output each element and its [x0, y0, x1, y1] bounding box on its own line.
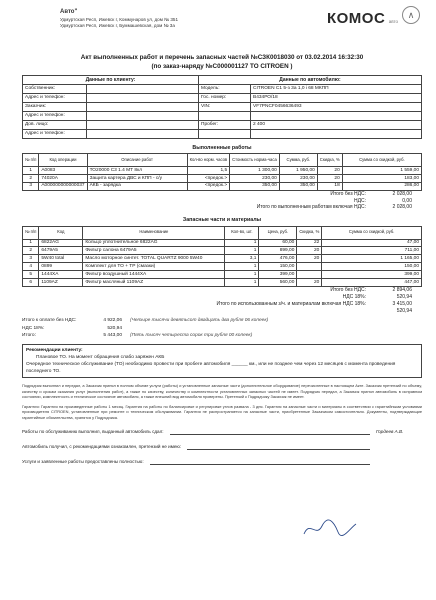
- cell: Фильтр воздушный 1444XA: [83, 271, 225, 279]
- cell: A000000000000037: [39, 182, 87, 190]
- cell: 1: [225, 247, 259, 255]
- cell: <предок.>: [187, 174, 230, 182]
- parts-table: [22, 226, 422, 288]
- value: 3 415,00: [392, 300, 412, 307]
- label: НДС 18%:: [342, 293, 366, 300]
- cell: 20: [297, 279, 322, 287]
- cell: 350,00: [279, 182, 317, 190]
- amount-in-words: (Пять тысяч четыреста сорок три рубля 00 копеек): [130, 332, 253, 338]
- blank-cell: [199, 129, 251, 138]
- customer-address-value: [87, 111, 199, 120]
- blank-cell: [251, 111, 422, 120]
- cell: 399,00: [259, 271, 297, 279]
- cell: 74020A: [39, 174, 87, 182]
- driver-address-label: Адрес и телефон:: [23, 129, 87, 138]
- cell: 0899: [39, 263, 83, 271]
- company-address-2: Удмуртская Респ, Ижевск г, Буммашевская, дом № 3а: [60, 23, 175, 29]
- works-col-desc: Описание работ: [87, 153, 187, 166]
- table-row: [23, 279, 422, 287]
- cell: 20: [297, 255, 322, 263]
- owner-address-label: Адрес и телефон:: [23, 93, 87, 102]
- signature-label: Автомобиль получил, с рекомендациями ознакомлен, претензий не имею:: [22, 444, 182, 450]
- table-row: [23, 255, 422, 263]
- to-pay-row: [22, 317, 422, 324]
- terms-paragraph-1: Подрядчик выполнил и передал, а Заказчик принял в полном объеме услуги (работы) и установленные запасные части (дополнительное оборудование) перечисленные в настоящем Акте. Заказчик претензий по объему, качеству и срокам оказания услуг (выполнения работ), а также по качеству, количеству и комплектности установленных запасных частей не имеет. Подрядчик передал, а Заказчик принял автомобиль в исправном состоянии, комплектность и техническое состояние автомобиля, а также внешний вид автомобиля проверены. Претензий к Подрядчику Заказчик не имеет.: [22, 383, 422, 399]
- signature-label: Услуги и заявленные работы предоставлены полностью:: [22, 459, 144, 465]
- company-block: [60, 8, 270, 30]
- value: 5 443,00: [103, 332, 122, 338]
- document-header: [22, 6, 422, 52]
- cell: Защита картера ДВС и КПП - с/у: [87, 174, 187, 182]
- mileage-value: 2 400: [251, 120, 422, 129]
- car-heading: Данные по автомобилю:: [199, 75, 422, 84]
- payment-vat-row: [22, 325, 422, 332]
- parts-col-disc: Скидка, %: [297, 226, 322, 239]
- customer-label: Заказчик:: [23, 102, 87, 111]
- parts-col-name: Наименование: [83, 226, 225, 239]
- cell: 5W40 total: [39, 255, 83, 263]
- client-vehicle-table: [22, 75, 422, 139]
- cell: 2: [23, 174, 39, 182]
- brand-sub: авто: [388, 19, 398, 24]
- works-col-disc: Скидка, %: [317, 153, 342, 166]
- works-col-rate: Стоимость норма-часа: [230, 153, 280, 166]
- table-row: [23, 166, 422, 174]
- blank-cell: [251, 129, 422, 138]
- owner-address-value: [87, 93, 199, 102]
- cell: 230,00: [279, 174, 317, 182]
- cell: 1 559,00: [342, 166, 421, 174]
- cell: 183,00: [342, 174, 421, 182]
- mileage-label: Пробег:: [199, 120, 251, 129]
- label: Итого к оплате без НДС:: [22, 318, 77, 324]
- parts-col-qty: Кол-во, шт.: [225, 226, 259, 239]
- value: 4 922,06: [103, 318, 122, 324]
- parts-total: [22, 301, 422, 308]
- label: Итого без НДС:: [330, 190, 366, 197]
- vin-label: VIN:: [199, 102, 251, 111]
- cell: 350,00: [230, 182, 280, 190]
- parts-col-code: Код: [39, 226, 83, 239]
- blank-cell: [199, 111, 251, 120]
- cell: 150,00: [322, 263, 422, 271]
- cell: [297, 263, 322, 271]
- table-row: [23, 239, 422, 247]
- cell: 230,00: [230, 174, 280, 182]
- label: НДС 18%:: [22, 325, 45, 331]
- value: 2 028,00: [392, 204, 412, 211]
- cell: 20: [297, 247, 322, 255]
- cell: 1: [225, 263, 259, 271]
- cell: 20: [317, 166, 342, 174]
- driver-value: [87, 120, 199, 129]
- works-title: Выполненные работы: [192, 144, 252, 151]
- value: 520,94: [107, 325, 122, 331]
- cell: 1 165,00: [322, 255, 422, 263]
- signature-field: [150, 458, 370, 465]
- value: 0,00: [402, 197, 412, 204]
- cell: 1 950,00: [279, 166, 317, 174]
- works-total-no-vat: [22, 191, 422, 198]
- cell: Фильтр масляный 1109AZ: [83, 279, 225, 287]
- signature-line-received: [22, 441, 422, 450]
- label: Итого:: [22, 332, 36, 338]
- works-col-sum: Сумма, руб.: [279, 153, 317, 166]
- title-line-2: (по заказ-наряду №С000001127 ТО CITROEN ): [151, 62, 293, 70]
- recommendation-line-2: Очередное техническое обслуживание (ТО) необходимо провести при пробеге автомобиля ______ км., или не позднее чем через 12 месяцев с момента проведения последнего ТО.: [26, 361, 396, 375]
- brand-name: КОМОС: [326, 10, 386, 27]
- signature-label: Работы по обслуживанию выполнил, выданный автомобиль сдал:: [22, 429, 164, 435]
- parts-total-vat: [22, 308, 422, 315]
- table-row: [23, 247, 422, 255]
- table-row: [23, 263, 422, 271]
- cell: 560,00: [259, 279, 297, 287]
- works-total: [22, 204, 422, 211]
- table-row: [23, 271, 422, 279]
- cell: 711,00: [322, 247, 422, 255]
- owner-value: [87, 84, 199, 93]
- plate-value: В434РО/18: [251, 93, 422, 102]
- terms-paragraph-2: Гарантия: Гарантия на произведенные работы 1 месяц. Гарантия на работы по балансировке и регулировке углов развала - 3 дня. Гарантия на запасные части и материалы в соответствии с гарантийными условиями производителя CITROEN, установленные при ремонте и техническом обслуживании. Гарантия не распространяется на запасные части, приобретенные Заказчиком самостоятельно. Документы, подтверждающие гарантийные обязательства, хранятся у Подрядчика.: [22, 404, 422, 420]
- cell: [297, 271, 322, 279]
- citroen-logo-icon: ∧: [402, 6, 420, 24]
- cell: 3,1: [225, 255, 259, 263]
- cell: 6479A5: [39, 247, 83, 255]
- recommendation-line-1: Плановое ТО. На момент обращения слабо заряжен АКБ: [36, 354, 165, 360]
- cell: 5: [23, 271, 39, 279]
- cell: 1,5: [187, 166, 230, 174]
- signature-field: [170, 428, 370, 435]
- cell: 476,00: [259, 255, 297, 263]
- parts-col-total: Сумма со скидкой, руб.: [322, 226, 422, 239]
- value: 520,94: [396, 293, 412, 300]
- cell: 1444XA: [39, 271, 83, 279]
- cell: ТО20000 C3 1.4 МТ 8кл: [87, 166, 187, 174]
- signature-name: Гордеев А.В.: [376, 429, 404, 435]
- cell: 150,00: [259, 263, 297, 271]
- customer-address-label: Адрес и телефон:: [23, 111, 87, 120]
- cell: 286,00: [342, 182, 421, 190]
- cell: Масло моторное синтет. TOTAL QUARTZ 9000 5W40: [83, 255, 225, 263]
- signature-stroke: [304, 520, 356, 536]
- table-row: [23, 182, 422, 190]
- cell: 1109AZ: [39, 279, 83, 287]
- value: 2 894,06: [392, 287, 412, 294]
- cell: 1 300,00: [230, 166, 280, 174]
- label: Итого без НДС:: [330, 287, 366, 294]
- plate-label: Гос. номер:: [199, 93, 251, 102]
- cell: 1: [225, 239, 259, 247]
- cell: Фильтр салона 6479A5: [83, 247, 225, 255]
- owner-label: Собственник:: [23, 84, 87, 93]
- cell: 1: [23, 166, 39, 174]
- signature-line-services: [22, 456, 422, 465]
- cell: 47,00: [322, 239, 422, 247]
- company-name: Авто": [60, 9, 78, 15]
- title-line-1: Акт выполненных работ и перечень запасных частей №СЗК0018030 от 03.02.2014 16:32:30: [80, 54, 364, 61]
- signature-line-done: [22, 426, 422, 435]
- driver-label: Дов. лицо:: [23, 120, 87, 129]
- cell: A0083: [39, 166, 87, 174]
- cell: 4: [23, 263, 39, 271]
- works-col-code: Код операции: [39, 153, 87, 166]
- model-value: CITROEN C1 5-з 3а 1,0 i 68 МКПП: [251, 84, 422, 93]
- company-address-1: Удмуртская Респ, Ижевск г, Коммунаров ул, дом № 351: [60, 16, 179, 22]
- recommendations-box: [22, 344, 422, 379]
- cell: 1: [225, 279, 259, 287]
- cell: 1: [23, 239, 39, 247]
- payment-total-row: [22, 332, 422, 339]
- model-label: Модель:: [199, 84, 251, 93]
- parts-title: Запасные части и материалы: [182, 217, 262, 224]
- label: НДС:: [354, 197, 366, 204]
- document-title: [22, 54, 422, 72]
- dealer-logo: [327, 10, 398, 28]
- works-col-hours: Кол-во норм. часов: [187, 153, 230, 166]
- cell: <предок.>: [187, 182, 230, 190]
- parts-total-no-vat: [22, 287, 422, 294]
- handwritten-signature: [300, 518, 360, 540]
- vin-value: VF7PNCF0456636493: [251, 102, 422, 111]
- label: Итого по использованным з/ч. и материалам включая НДС 18%:: [216, 300, 366, 307]
- works-col-n: № п/п: [23, 153, 39, 166]
- cell: 2: [23, 247, 39, 255]
- works-table: [22, 153, 422, 191]
- cell: 6822AG: [39, 239, 83, 247]
- cell: 899,00: [259, 247, 297, 255]
- cell: 60,00: [259, 239, 297, 247]
- recommendations-heading: Рекомендации клиенту:: [26, 347, 83, 353]
- cell: 18: [317, 182, 342, 190]
- driver-address-value: [87, 129, 199, 138]
- cell: 3: [23, 182, 39, 190]
- works-col-total: Сумма со скидкой, руб.: [342, 153, 421, 166]
- works-vat: [22, 198, 422, 205]
- cell: 20: [317, 174, 342, 182]
- cell: 1: [225, 271, 259, 279]
- customer-value: [87, 102, 199, 111]
- cell: 399,00: [322, 271, 422, 279]
- cell: АКБ - зарядка: [87, 182, 187, 190]
- cell: 447,00: [322, 279, 422, 287]
- parts-col-n: № п/п: [23, 226, 39, 239]
- value: 2 028,00: [392, 190, 412, 197]
- label: Итого по выполненным работам включая НДС:: [256, 204, 366, 211]
- client-heading: Данные по клиенту:: [23, 75, 199, 84]
- payment-block: [22, 317, 422, 339]
- cell: Комплект для ТО + ТР (смазки): [83, 263, 225, 271]
- cell: 22: [297, 239, 322, 247]
- cell: Кольцо уплотнительное 6822AG: [83, 239, 225, 247]
- amount-in-words: (Четыре тысячи девятьсот двадцать два рубля 06 копеек): [130, 318, 269, 324]
- parts-vat: [22, 294, 422, 301]
- signature-field: [187, 443, 370, 450]
- cell: 6: [23, 279, 39, 287]
- table-row: [23, 174, 422, 182]
- value: 520,94: [396, 307, 412, 314]
- cell: 3: [23, 255, 39, 263]
- parts-col-price: Цена, руб.: [259, 226, 297, 239]
